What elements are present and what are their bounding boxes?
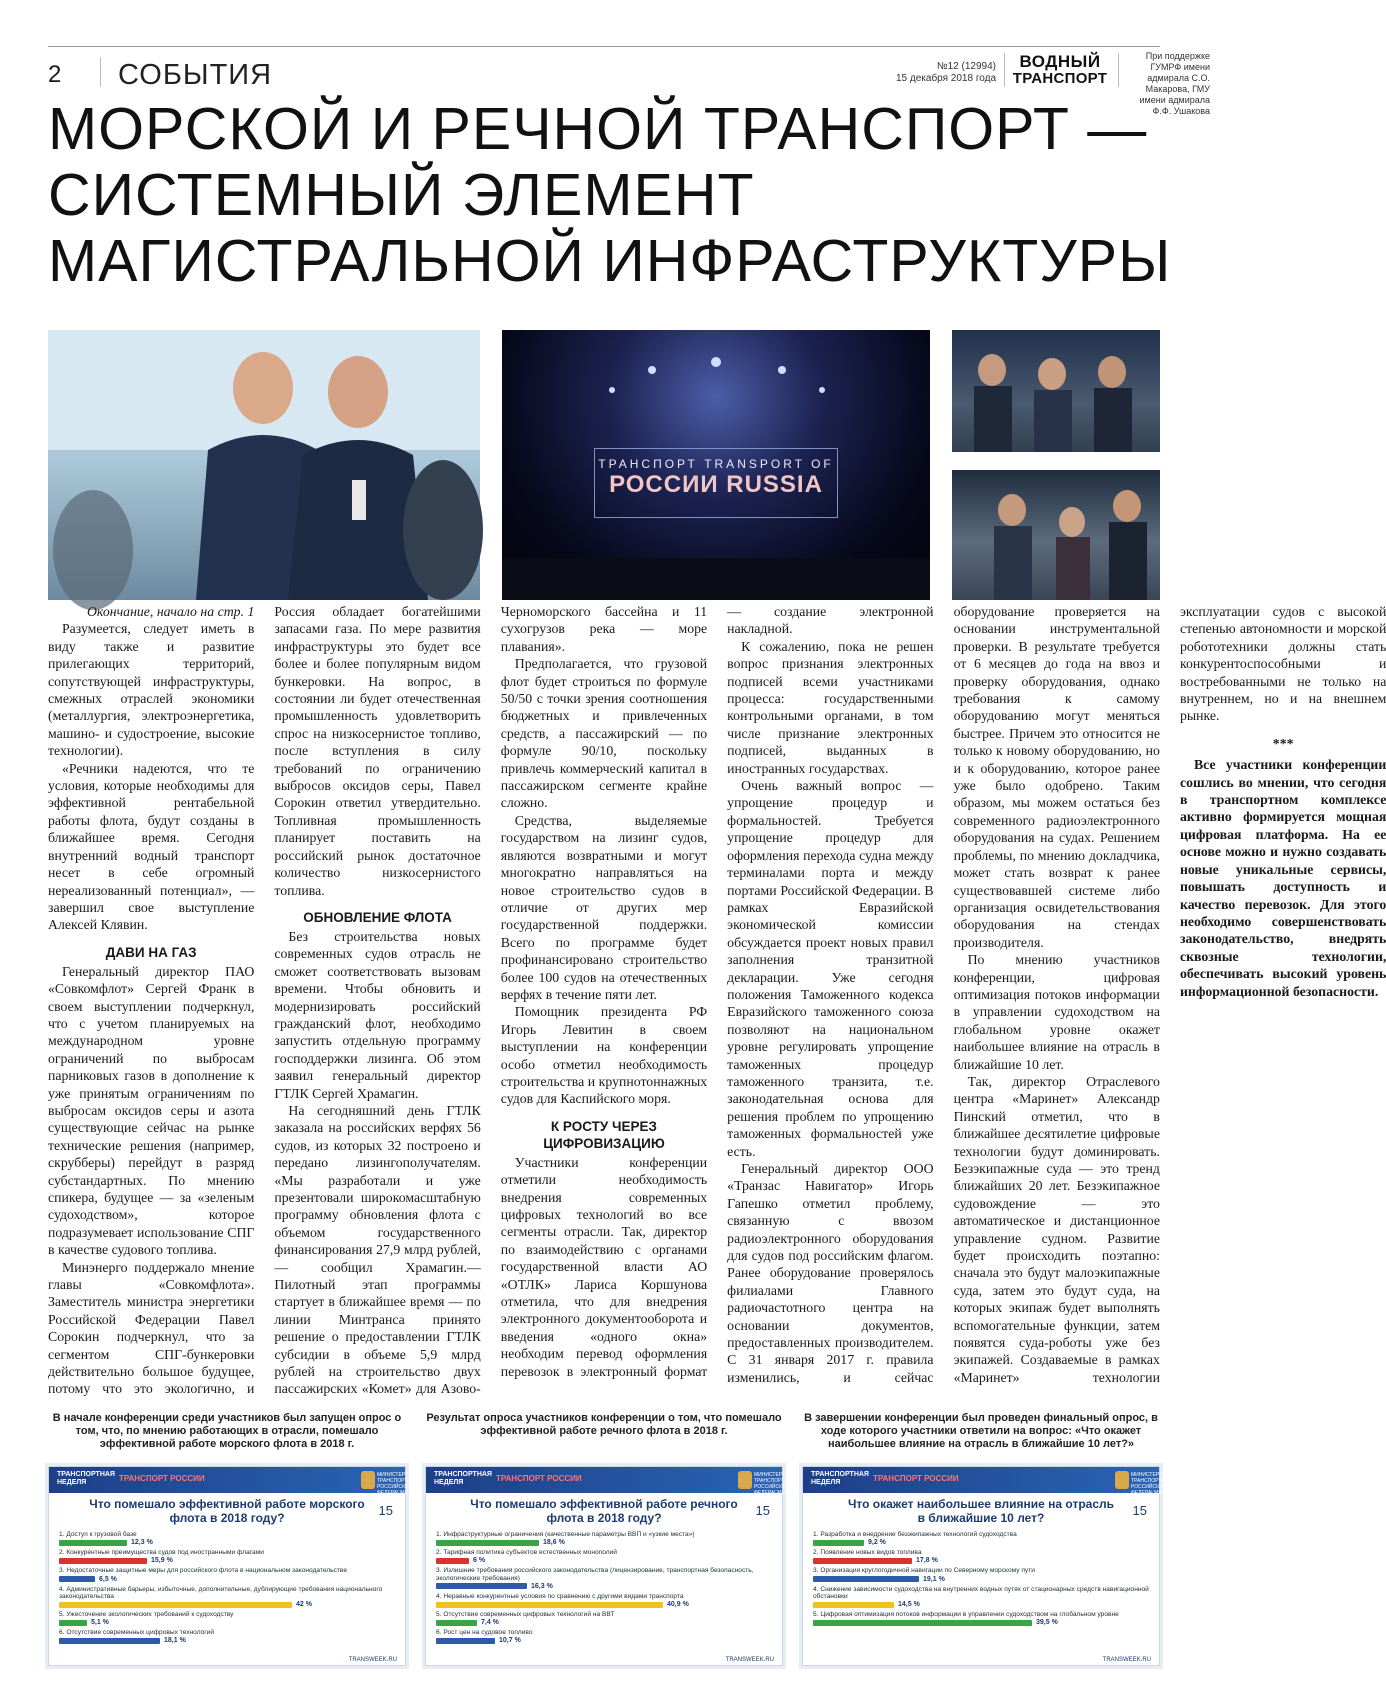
- poll-item: [436, 1629, 772, 1644]
- logo-bottom: ТРАНСПОРТ: [1012, 70, 1108, 87]
- poll-item-label: 6. Отсутствие современных цифровых технологий: [59, 1629, 215, 1637]
- poll-bar-row: [59, 1637, 395, 1644]
- slide-title: Что помешало эффективной работе речного флота в 2018 году?: [470, 1497, 738, 1525]
- poll-bar-value: 16,3 %: [531, 1582, 553, 1590]
- poll-bar: [436, 1583, 527, 1589]
- poll-item: [813, 1567, 1149, 1582]
- poll-river-fleet: [425, 1412, 796, 1666]
- paragraph: Генеральный директор ООО «Транзас Навигатор» Игорь Гапешко отметил проблему, связанную с ввозом радиоэлектронного оборудования для судов под российским флагом. Ранее оборудование проверялось филиалами Главного радиочастотного центра на основании документов, предоставленных производителем. С 31 января 2017 г. правила изменились, и сейчас оборудование проверяется на основании инструментальной проверки. В результате требуется от 6 месяцев до года на ввоз и проверку оборудования, однако требования к самому оборудованию могут меняться быстрее. Причем это относится не только к новому оборудованию, но и к оборудованию, которое ранее уже было одобрено. Таким образом, мы можем остаться без современного радиоэлектронного оборудования на судах. Решением проблемы, по мнению докладчика, может стать возврат к ранее существовавшей системе либо организация освидетельствования оборудования на стендах производителя.: [727, 604, 1160, 1385]
- poll-items: [436, 1531, 772, 1647]
- paragraph: Помощник президента РФ Игорь Левитин в своем выступлении на конференции особо отметил необходимость строительства и крупнотоннажных судов для Каспийского моря.: [500, 1004, 708, 1107]
- audience-illustration: [952, 330, 1160, 452]
- header-divider: [1118, 53, 1119, 87]
- slide-title: Что помешало эффективной работе морского флота в 2018 году?: [89, 1497, 365, 1525]
- poll-bar: [436, 1638, 495, 1644]
- poll-item-label: 4. Снижение зависимости судоходства на внутренних водных путях от стационарных средств навигационной обстановки: [813, 1585, 1149, 1600]
- poll-bar-value: 18,1 %: [164, 1637, 186, 1645]
- poll-item: [436, 1593, 772, 1608]
- issue-number: №12 (12994): [936, 61, 996, 72]
- paragraph: Без строительства новых современных судов отрасль не сможет соответствовать вызовам времени. Чтобы обновить и модернизировать российский гражданский флот, необходимо запустить отдельную программу господдержки лизинга. Об этом заявил генеральный директор ГТЛК Сергей Храмагин.: [274, 928, 481, 1101]
- poll-bar-row: [436, 1557, 772, 1564]
- poll-item-label: 4. Административные барьеры, избыточные, дополнительные, дублирующие требования национального законодательства: [59, 1585, 383, 1600]
- poll-bar-value: 9,2 %: [868, 1539, 886, 1547]
- slide-number: 15: [1132, 1503, 1147, 1518]
- slide-footer-site: TRANSWEEK.RU: [1102, 1657, 1151, 1663]
- poll-slide: [425, 1466, 796, 1666]
- poll-bar-value: 39,5 %: [1036, 1619, 1058, 1627]
- poll-bar-value: 14,5 %: [898, 1600, 920, 1608]
- stage-lights-illustration: [502, 330, 930, 600]
- poll-item-label: 5. Цифровая оптимизация потоков информации в управлении судоходством на глобальном уровне: [813, 1611, 1119, 1619]
- paragraph: Участники конференции отметили необходимость внедрения современных цифровых технологий во все сегменты отрасли. Так, директор по взаимодействию с органами государственной власти АО «ОТЛК» Лариса Коршунова отметила, что для внедрения электронного документооборота и введения «одного окна» необходим перевод оформления перевозок в электронный формат — создание электронной накладной.: [500, 604, 934, 1379]
- emblem-icon: [738, 1471, 752, 1489]
- issue-date: 15 декабря 2018 года: [895, 73, 996, 84]
- poll-bar: [59, 1638, 160, 1644]
- poll-item-label: 3. Организация круглогодичной навигации по Северному морскому пути: [813, 1567, 1035, 1575]
- paragraph: Разумеется, следует иметь в виду также и развитие прилегающих территорий, сопутствующей инфраструктуры, смежных отраслей экономики (металлургия, электроэнергетика, машино- и судостроение, высокие технологии).: [48, 621, 255, 759]
- conclusion-paragraph: Все участники конференции сошлись во мнении, что сегодня в транспортном комплексе активно формируется мощная цифровая платформа. На ее основе можно и нужно создавать новые уникальные сервисы, повышать доступность и качество перевозок. Для этого необходимо совершенствовать законодательство, внедрять сквозные технологии, обеспечивать высокий уровень информационной безопасности.: [1179, 757, 1386, 999]
- slide-footer-site: TRANSWEEK.RU: [725, 1657, 774, 1663]
- poll-item: [59, 1549, 395, 1564]
- page-number: 2: [48, 61, 62, 88]
- photo-stage-transport-of-russia: [502, 330, 930, 600]
- support-note: При поддержке ГУМРФ имени адмирала С.О. Макарова, ГМУ имени адмирала Ф.Ф. Ушакова: [1139, 51, 1210, 116]
- paragraph: Минэнерго поддержало мнение главы «Совкомфлота». Заместитель министра энергетики Российской Федерации Павел Сорокин подчеркнул, что за сегментом СПГ-бункеровки действительно большое будущее, потому что это экологично, и Россия обладает богатейшими запасами газа. По мере развития инфраструктуры это будет все более и более популярным видом бункеровки. На вопрос, в состоянии ли будет отечественная промышленность удовлетворить спрос на низкосернистое топливо, после вступления в силу требований по ограничению выбросов оксидов серы, Павел Сорокин ответил утвердительно. Топливная промышленность планирует поставить на российский рынок достаточное количество низкосернистого топлива.: [48, 604, 481, 1397]
- poll-item-label: 1. Разработка и внедрение безэкипажных технологий судоходства: [813, 1531, 1017, 1538]
- issue-info: [836, 61, 996, 85]
- poll-items: [59, 1531, 395, 1647]
- poll-caption: Результат опроса участников конференции о том, что помешало эффективной работе речного флота в 2018 г.: [426, 1412, 782, 1437]
- photo-conference-speaker: [952, 470, 1160, 600]
- emblem-icon: [361, 1471, 375, 1489]
- poll-item-label: 1. Инфраструктурные ограничения (качественные параметры ВВП и «узкие места»): [436, 1531, 695, 1538]
- slide-brand: ТРАНСПОРТНАЯ НЕДЕЛЯ: [811, 1471, 869, 1486]
- slide-brand-secondary: ТРАНСПОРТ РОССИИ: [873, 1474, 959, 1483]
- paragraph: Предполагается, что грузовой флот будет строиться по формуле 50/50 с точки зрения соотношения бюджетных и привлеченных средств, а пассажирский — по формуле 90/10, поскольку привлечь коммерческий капитал в пассажирском сегменте крайне сложно.: [500, 656, 708, 811]
- photo-two-officials: [48, 330, 480, 600]
- poll-bar-value: 6,5 %: [99, 1575, 117, 1583]
- paragraph: На сегодняшний день ГТЛК заказала на российских верфях 56 судов, из которых 32 построено и передано лизингополучателям. «Мы разработали и уже презентовали широкомасштабную программу обновления флота с объемом государственного финансирования 27,9 млрд рублей, — сообщил Храмагин.— Пилотный этап программы стартует в ближайшее время — по линии Минтранса принято решение о предоставлении ГТЛК субсидии в объеме 5,9 млрд рублей на строительство двух пассажирских «Комет» для Азово-Черноморского бассейна и 11 сухогрузов река — море плавания».: [274, 604, 708, 1397]
- article-body: [48, 603, 1386, 1398]
- poll-bar-row: [436, 1637, 772, 1644]
- poll-bar-value: 12,3 %: [131, 1539, 153, 1547]
- poll-bar-row: [813, 1557, 1149, 1564]
- slide-number: 15: [755, 1503, 770, 1518]
- slide-header-bar: [803, 1467, 1173, 1496]
- poll-bar: [813, 1576, 919, 1582]
- subheading: ДАВИ НА ГАЗ: [105, 944, 197, 960]
- slide-brand-secondary: ТРАНСПОРТ РОССИИ: [496, 1474, 582, 1483]
- poll-sea-fleet: [48, 1412, 419, 1666]
- poll-item: [59, 1611, 395, 1626]
- poll-item: [813, 1586, 1149, 1608]
- poll-bar-value: 6 %: [473, 1557, 486, 1565]
- poll-bar: [436, 1602, 663, 1608]
- poll-items: [813, 1531, 1149, 1629]
- poll-item-label: 2. Конкурентные преимущества судов под иностранными флагами: [59, 1549, 264, 1557]
- poll-bar: [59, 1620, 87, 1626]
- headline-line: МАГИСТРАЛЬНОЙ ИНФРАСТРУКТУРЫ: [48, 228, 1172, 294]
- slide-footer-site: TRANSWEEK.RU: [348, 1657, 397, 1663]
- poll-bar-row: [813, 1619, 1149, 1626]
- poll-item-label: 1. Доступ к грузовой базе: [59, 1531, 137, 1538]
- poll-bar-row: [436, 1583, 772, 1590]
- poll-item-label: 2. Тарифная политика субъектов естественных монополий: [436, 1549, 617, 1557]
- poll-item: [813, 1531, 1149, 1546]
- poll-item: [436, 1567, 772, 1589]
- poll-bar: [59, 1602, 292, 1608]
- poll-bar: [436, 1558, 469, 1564]
- poll-bar: [813, 1540, 864, 1546]
- poll-bar-value: 40,9 %: [667, 1600, 689, 1608]
- section-break: ***: [1272, 735, 1294, 751]
- paragraph: Генеральный директор ПАО «Совкомфлот» Сергей Франк в своем выступлении подчеркнул, что с учетом планируемых на международном уровне ограничений по выбросам парниковых газов в дополнение к уже принятым ограничениям по выбросам оксидов серы и азота существующие сейчас на рынке технические решения (например, скрубберы) перейдут в разряд субстандартных. По мнению спикера, будущее — за «зеленым судоходством», которое подразумевает использование СПГ в качестве судового топлива.: [48, 963, 255, 1258]
- section-title: СОБЫТИЯ: [118, 59, 273, 91]
- poll-bar: [813, 1558, 912, 1564]
- subheading: К РОСТУ ЧЕРЕЗ ЦИФРОВИЗАЦИЮ: [543, 1118, 665, 1151]
- poll-caption: В завершении конференции был проведен финальный опрос, в ходе которого участники ответили на вопрос: «Что окажет наибольшее влияние на отрасль в ближайшие 10 лет?»: [804, 1412, 1158, 1450]
- poll-bar: [59, 1540, 127, 1546]
- poll-slide: [802, 1466, 1173, 1666]
- poll-bar-row: [59, 1557, 395, 1564]
- header-divider: [1004, 53, 1005, 87]
- poll-caption: В начале конференции среди участников был запущен опрос о том, что, по мнению работающих в отрасли, помешало эффективной работе морского флота в 2018 г.: [52, 1412, 402, 1450]
- paragraph: Так, директор Отраслевого центра «Маринет» Александр Пинский отметил, что в ближайшее десятилетие цифровые технологии будут доминировать. Безэкипажные суда — это тренд ближайших 20 лет. Безэкипажное судовождение — это автоматическое и дистанционное управление судном. Развитие будет происходить поэтапно: сначала это будут малоэкипажные суда, затем это будут суда, на которых экипаж будет выполнять вспомогательные функции, затем появятся суда-роботы уже без экипажей. Создаваемые в рамках «Маринет» технологии эксплуатации судов с высокой степенью автономности и морской робототехники должны стать конкурентоспособными и востребованными не только на внутреннем, но и на внешнем рынке.: [953, 604, 1386, 1385]
- paragraph: Очень важный вопрос — упрощение процедур и формальностей. Требуется упрощение процедур для оформления перехода судна между терминалами порта и между портами Российской Федерации. В рамках Евразийской экономической комиссии обсуждается проект новых правил заполнения транзитной декларации. Уже сегодня положения Таможенного кодекса Евразийского таможенного союза позволяют на национальном уровне регулировать упрощение таможенных процедур таможенного транзита, т.е. законодательная основа для решения проблем по упрощению таможенных формальностей уже есть.: [727, 778, 934, 1159]
- paragraph: К сожалению, пока не решен вопрос признания электронных подписей всеми участниками процесса: государственными контрольными органами, в том числе признание электронных подписей, выданных в иностранных государствах.: [727, 638, 934, 776]
- poll-bar: [813, 1620, 1032, 1626]
- poll-bar: [59, 1576, 95, 1582]
- ministry-label: МИНИСТЕРСТВО ТРАНСПОРТА РОССИЙСКОЙ ФЕДЕРАЦИИ: [1131, 1472, 1173, 1496]
- slide-header-bar: [49, 1467, 419, 1496]
- poll-bar-row: [59, 1601, 395, 1608]
- slide-brand: ТРАНСПОРТНАЯ НЕДЕЛЯ: [57, 1471, 115, 1486]
- poll-item: [59, 1531, 395, 1546]
- poll-bar: [436, 1540, 539, 1546]
- poll-bar-value: 7,4 %: [481, 1619, 499, 1627]
- poll-item: [59, 1586, 395, 1608]
- paragraph: Средства, выделяемые государством на лизинг судов, являются возвратными и могут многократно направляться на новое строительство судов в отличие от других мер государственной поддержки. Всего по программе будет профинансировано строительство более 100 судов на отечественных верфях в течение пяти лет.: [500, 812, 708, 1002]
- poll-bar-value: 5,1 %: [91, 1619, 109, 1627]
- poll-bar-value: 18,6 %: [543, 1539, 565, 1547]
- poll-bar-value: 10,7 %: [499, 1637, 521, 1645]
- poll-bar-row: [59, 1576, 395, 1583]
- slide-brand: ТРАНСПОРТНАЯ НЕДЕЛЯ: [434, 1471, 492, 1486]
- poll-item-label: 5. Отсутствие современных цифровых технологий на ВВТ: [436, 1611, 615, 1619]
- slide-number: 15: [378, 1503, 393, 1518]
- poll-item: [59, 1567, 395, 1582]
- poll-bar-row: [436, 1619, 772, 1626]
- emblem-icon: [1115, 1471, 1129, 1489]
- paragraph: По мнению участников конференции, цифровая оптимизация потоков информации в управлении судоходством на глобальном уровне окажет наибольшее влияние на отрасль в ближайшие 10 лет.: [953, 952, 1160, 1072]
- photo-people-illustration: [48, 330, 480, 600]
- stage-caption-top: ТРАНСПОРТ TRANSPORT OF: [598, 457, 834, 471]
- poll-bar-row: [59, 1539, 395, 1546]
- headline-line: СИСТЕМНЫЙ ЭЛЕМЕНТ: [48, 162, 755, 228]
- header-divider: [100, 57, 101, 87]
- stage-caption-main: РОССИИ RUSSIA: [609, 471, 823, 498]
- poll-item-label: 3. Излишние требования российского законодательства (лицензирование, транспортная безопасность, экологические требования): [436, 1567, 754, 1582]
- poll-bar: [436, 1620, 477, 1626]
- poll-bar-row: [813, 1576, 1149, 1583]
- headline-line: МОРСКОЙ И РЕЧНОЙ ТРАНСПОРТ —: [48, 96, 1148, 162]
- paragraph: «Речники надеются, что те условия, которые необходимы для эффективной рентабельной работы флота, будут созданы в ближайшее время. Сегодня внутренний водный транспорт несет в себе огромный нереализованный потенциал», — завершил свое выступление Алексей Клявин.: [48, 760, 255, 933]
- poll-bar-value: 42 %: [296, 1600, 312, 1608]
- ministry-label: МИНИСТЕРСТВО ТРАНСПОРТА РОССИЙСКОЙ ФЕДЕРАЦИИ: [377, 1472, 419, 1496]
- poll-item-label: 5. Ужесточение экологических требований к судоходству: [59, 1611, 234, 1619]
- logo-top: ВОДНЫЙ: [1019, 52, 1101, 71]
- poll-item-label: 6. Рост цен на судовое топливо: [436, 1629, 533, 1637]
- poll-item-label: 4. Неравные конкурентные условия по сравнению с другими видами транспорта: [436, 1592, 684, 1600]
- poll-next-decade: [802, 1412, 1173, 1666]
- poll-slide: [48, 1466, 419, 1666]
- newspaper-logo: [1008, 53, 1112, 89]
- poll-item: [436, 1611, 772, 1626]
- poll-item: [436, 1549, 772, 1564]
- poll-results: [48, 1412, 1173, 1676]
- poll-bar-row: [59, 1619, 395, 1626]
- poll-bar-row: [436, 1601, 772, 1608]
- speaker-illustration: [952, 470, 1160, 600]
- slide-header-bar: [426, 1467, 796, 1496]
- slide-brand-secondary: ТРАНСПОРТ РОССИИ: [119, 1474, 205, 1483]
- poll-item-label: 2. Появление новых видов топлива: [813, 1549, 922, 1557]
- article-columns: [48, 603, 1386, 1398]
- poll-bar: [59, 1558, 147, 1564]
- subheading: ОБНОВЛЕНИЕ ФЛОТА: [303, 909, 452, 925]
- poll-item: [813, 1611, 1149, 1626]
- poll-bar: [813, 1602, 894, 1608]
- ministry-label: МИНИСТЕРСТВО ТРАНСПОРТА РОССИЙСКОЙ ФЕДЕРАЦИИ: [754, 1472, 796, 1496]
- continuation-note: Окончание, начало на стр. 1: [86, 604, 255, 619]
- poll-item: [59, 1629, 395, 1644]
- poll-bar-row: [436, 1539, 772, 1546]
- poll-bar-value: 15,9 %: [151, 1557, 173, 1565]
- poll-item: [813, 1549, 1149, 1564]
- article-headline: [48, 96, 1172, 294]
- photo-conference-audience: [952, 330, 1160, 452]
- poll-bar-row: [813, 1539, 1149, 1546]
- poll-item-label: 3. Недостаточные защитные меры для российского флота в национальном законодательстве: [59, 1567, 348, 1575]
- poll-bar-value: 19,1 %: [923, 1575, 945, 1583]
- page-header: [48, 46, 1210, 116]
- poll-bar-row: [813, 1601, 1149, 1608]
- slide-title: Что окажет наибольшее влияние на отрасль в ближайшие 10 лет?: [847, 1497, 1115, 1525]
- poll-item: [436, 1531, 772, 1546]
- poll-bar-value: 17,8 %: [916, 1557, 938, 1565]
